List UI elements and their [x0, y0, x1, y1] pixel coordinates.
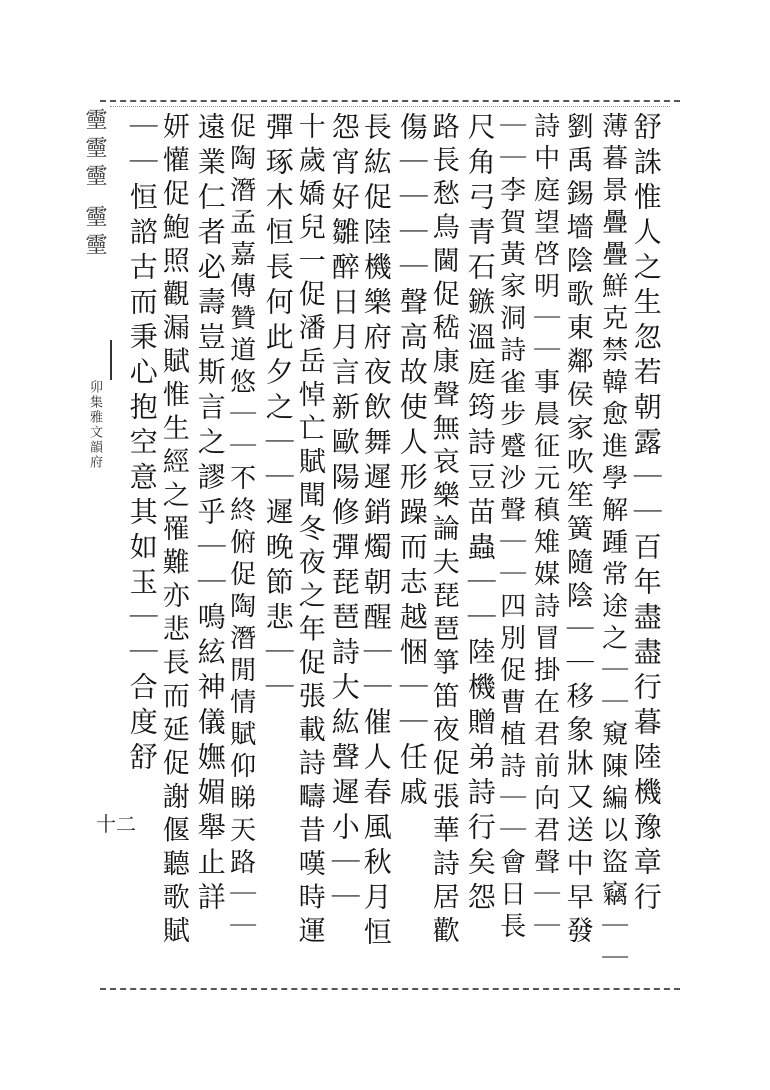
text-column-4: 詩中庭望啓明｜｜事晨征元稹雉媒詩冒掛在君前向君聲｜｜: [529, 112, 560, 944]
text-column-11: 十歲嬌兒一促潘岳悼亡賦聞冬夜之年促張載詩疇昔嘆時運: [293, 112, 325, 950]
text-column-9: 長紘促陸機樂府夜飲舞遲銷燭朝醒｜｜催人春風秋月恒: [359, 112, 393, 952]
text-column-3: 劉禹錫墻陰歌東鄰侯家吹笙簧隨陰｜｜移象牀又送中早發: [561, 112, 593, 950]
text-column-8: 傷｜｜｜｜聲高故使人形躁而志越悃｜｜任戚: [395, 112, 429, 812]
text-column-6: 尺角弓青石鏃溫庭筠詩豆苗蟲｜｜陸機贈弟詩行矣怨: [463, 112, 497, 917]
text-column-15: 妍懽促鮑照觀漏賦惟生經之罹難亦悲長而延促謝偃聽歌賦: [157, 112, 189, 950]
page-number: 十二: [96, 812, 136, 836]
text-column-1: 舒誅惟人之生忽若朝露｜｜百年盡盡行暮陸機豫章行: [629, 112, 663, 917]
text-column-5: ｜｜李賀黃家洞詩雀步蹙沙聲｜｜四別促曹植詩｜｜會日長: [495, 112, 526, 944]
margin-title: 𤫊𤫊𤫊 𤫊𤫊: [82, 108, 107, 261]
text-column-16: ｜｜恒諮古而秉心抱空意其如玉｜｜合度舒: [125, 112, 159, 777]
frame-bottom-rule: [100, 988, 680, 990]
text-column-2: 薄暮景疊疊鮮克禁韓愈進學解踵常途之｜｜窺陳編以盜竊｜｜: [597, 112, 628, 976]
text-column-14: 遠業仁者必壽豈斯言之謬乎｜｜鳴絃神儀嫵媚舉止詳: [193, 112, 227, 917]
margin-divider: [110, 340, 112, 380]
frame-top-dotted-rule: [110, 106, 670, 107]
text-column-7: 路長愁鳥閫促嵇康聲無哀樂論夫琵琶箏笛夜促張華詩居歡: [427, 112, 459, 950]
text-column-10: 怨宵好雛醉日月言新歐陽修彈琵琶詩大紘聲遲小｜｜: [327, 112, 361, 917]
frame-top-rule: [100, 100, 680, 102]
text-column-12: 彈琢木恒長何此夕之｜｜遲晚節悲｜｜: [261, 112, 295, 707]
text-column-13: 促陶潛孟嘉傳贊道悠｜｜不終俯促陶潛閒情賦仰睇天路｜｜: [225, 112, 256, 944]
margin-label: 卯集雅文韻府: [87, 380, 102, 470]
